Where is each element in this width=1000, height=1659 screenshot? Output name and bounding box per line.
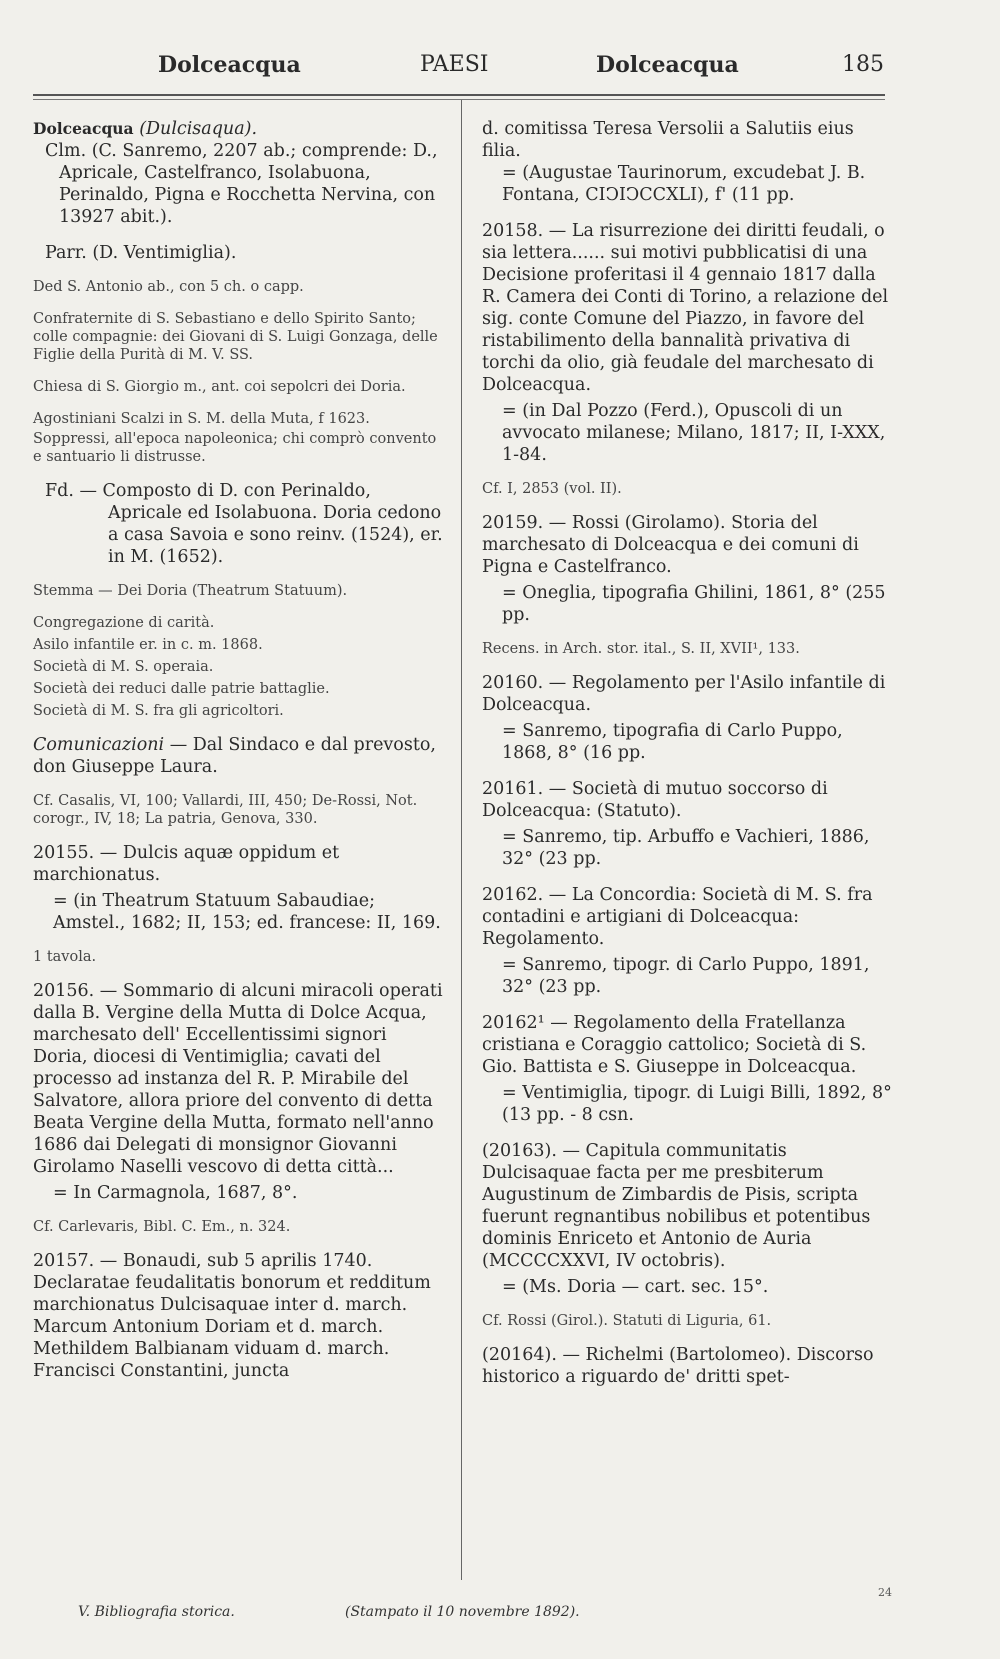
entry-20162: 20162. — La Concordia: Società di M. S. fra contadini e artigiani di Dolceacqua: Regolamento.: [482, 885, 873, 949]
entry-20155-imprint: = (in Theatrum Statuum Sabaudiae; Amstel., 1682; II, 153; ed. francese: II, 169.: [53, 891, 441, 933]
soppressi-text: Soppressi, all'epoca napoleonica; chi comprò convento e santuario li distrusse.: [33, 431, 437, 465]
entry-20163-imprint: = (Ms. Doria — cart. sec. 15°.: [502, 1277, 769, 1297]
confraternite-text: Confraternite di S. Sebastiano e dello Spirito Santo; colle compagnie: dei Giovani di S. Luigi Gonzaga, delle Figlie della Purità di M. V. SS.: [33, 311, 438, 363]
entry-20161: 20161. — Società di mutuo soccorso di Dolceacqua: (Statuto).: [482, 779, 828, 821]
page-number: 185: [842, 52, 884, 77]
societa-operaia-text: Società di M. S. operaia.: [33, 659, 214, 675]
entry-20155: 20155. — Dulcis aquæ oppidum et marchionatus.: [33, 843, 340, 885]
title-latin: (Dulcisaqua).: [139, 119, 258, 139]
societa-agricoltori-text: Società di M. S. fra gli agricoltori.: [33, 703, 284, 719]
entry-20162-imprint: = Sanremo, tipogr. di Carlo Puppo, 1891, 32° (23 pp.: [502, 955, 870, 997]
running-header: [0, 52, 1000, 92]
societa-reduci-text: Società dei reduci dalle patrie battaglie.: [33, 681, 330, 697]
chiesa-text: Chiesa di S. Giorgio m., ant. coi sepolcri dei Doria.: [33, 379, 406, 395]
continued-text: d. comitissa Teresa Versolii a Salutiis eius filia.: [482, 119, 854, 161]
title-word: Dolceacqua: [33, 119, 134, 138]
right-column: [482, 118, 892, 1402]
parr-text: Parr. (D. Ventimiglia).: [45, 243, 237, 263]
entry-20156: 20156. — Sommario di alcuni miracoli operati dalla B. Vergine della Mutta di Dolce Acqua, marchesato dell' Eccellentissimi signori Doria, diocesi di Ventimiglia; cavati del processo ad instanza del R. P. Mirabile del Salvatore, allora priore del convento di detta Beata Vergine della Mutta, formato nell'anno 1686 dai Delegati di monsignor Giovanni Girolamo Naselli vescovo di detta città...: [33, 981, 443, 1177]
ded-text: Ded S. Antonio ab., con 5 ch. o capp.: [33, 279, 304, 295]
continued-imprint: = (Augustae Taurinorum, excudebat J. B. Fontana, CIↃIↃCCXLI), f' (11 pp.: [502, 163, 866, 205]
entry-20160: 20160. — Regolamento per l'Asilo infantile di Dolceacqua.: [482, 673, 886, 715]
entry-20163: (20163). — Capitula communitatis Dulcisaquae facta per me presbiterum Augustinum de Zimbardis de Pisis, scripta fuerunt regnantibus nobilibus et potentibus dominis Enriceto et Antonio de Auria (MCCCCXXVI, IV octobris).: [482, 1141, 871, 1271]
entry-20163-note: Cf. Rossi (Girol.). Statuti di Liguria, 61.: [482, 1313, 772, 1329]
footer-left: V. Bibliografia storica.: [78, 1604, 235, 1620]
entry-title: [33, 118, 445, 140]
fd-text: Fd. — Composto di D. con Perinaldo, Apricale ed Isolabuona. Doria cedono a casa Savoia e sono reinv. (1524), er. in M. (1652).: [45, 481, 443, 567]
congregazione-text: Congregazione di carità.: [33, 615, 215, 631]
comunicazioni-label: Comunicazioni: [33, 735, 165, 755]
agostiniani-text: Agostiniani Scalzi in S. M. della Muta, f 1623.: [33, 411, 370, 427]
entry-20164: (20164). — Richelmi (Bartolomeo). Discorso historico a riguardo de' dritti spet-: [482, 1345, 874, 1387]
asilo-text: Asilo infantile er. in c. m. 1868.: [33, 637, 263, 653]
entry-20158: 20158. — La risurrezione dei diritti feudali, o sia lettera...... sui motivi pubblicatisi di una Decisione proferitasi il 4 gennaio 1817 dalla R. Camera dei Conti di Torino, a relazione del sig. conte Comune del Piazzo, in favore del ristabilimento della bannalità privativa di torchi da olio, già feudale del marchesato di Dolceacqua.: [482, 221, 889, 395]
entry-20156-note: Cf. Carlevaris, Bibl. C. Em., n. 324.: [33, 1219, 291, 1235]
entry-20159: 20159. — Rossi (Girolamo). Storia del marchesato di Dolceacqua e dei comuni di Pigna e Castelfranco.: [482, 513, 859, 577]
entry-20158-imprint: = (in Dal Pozzo (Ferd.), Opuscoli di un avvocato milanese; Milano, 1817; II, I-XXX, 1-84.: [502, 401, 886, 465]
entry-20162-1: 20162¹ — Regolamento della Fratellanza cristiana e Coraggio cattolico; Società di S. Gio. Battista e S. Giuseppe in Dolceacqua.: [482, 1013, 867, 1077]
left-column: [33, 118, 445, 1396]
entry-20159-note: Recens. in Arch. stor. ital., S. II, XVII¹, 133.: [482, 641, 800, 657]
entry-20156-imprint: = In Carmagnola, 1687, 8°.: [53, 1183, 298, 1203]
header-left: Dolceacqua: [158, 52, 301, 78]
entry-20161-imprint: = Sanremo, tip. Arbuffo e Vachieri, 1886, 32° (23 pp.: [502, 827, 870, 869]
header-right: Dolceacqua: [596, 52, 739, 78]
entry-20159-imprint: = Oneglia, tipografia Ghilini, 1861, 8° (255 pp.: [502, 583, 886, 625]
header-rule-thin: [33, 99, 885, 100]
signature-mark: 24: [878, 1586, 892, 1599]
entry-20158-note: Cf. I, 2853 (vol. II).: [482, 481, 622, 497]
stemma-text: Stemma — Dei Doria (Theatrum Statuum).: [33, 583, 348, 599]
column-divider: [461, 100, 462, 1580]
entry-20157: 20157. — Bonaudi, sub 5 aprilis 1740. Declaratae feudalitatis bonorum et redditum marchionatus Dulcisaquae inter d. march. Marcum Antonium Doriam et d. march. Methildem Balbianam viduam d. march. Francisci Constantini, juncta: [33, 1251, 431, 1381]
entry-20162-1-imprint: = Ventimiglia, tipogr. di Luigi Billi, 1892, 8° (13 pp. - 8 csn.: [502, 1083, 892, 1125]
header-rule: [33, 94, 885, 96]
comunicazioni-text: [33, 734, 445, 778]
comunicazioni-body: — Dal Sindaco e dal prevosto, don Giuseppe Laura.: [33, 735, 436, 777]
cf-casalis-text: Cf. Casalis, VI, 100; Vallardi, III, 450; De-Rossi, Not. corogr., IV, 18; La patria, Genova, 330.: [33, 793, 418, 827]
footer-center: (Stampato il 10 novembre 1892).: [345, 1604, 580, 1620]
header-center: PAESI: [420, 52, 489, 77]
entry-20160-imprint: = Sanremo, tipografia di Carlo Puppo, 1868, 8° (16 pp.: [502, 721, 843, 763]
entry-20155-note: 1 tavola.: [33, 949, 97, 965]
clm-text: Clm. (C. Sanremo, 2207 ab.; comprende: D., Apricale, Castelfranco, Isolabuona, Perinaldo, Pigna e Rocchetta Nervina, con 13927 abit.).: [45, 141, 438, 227]
